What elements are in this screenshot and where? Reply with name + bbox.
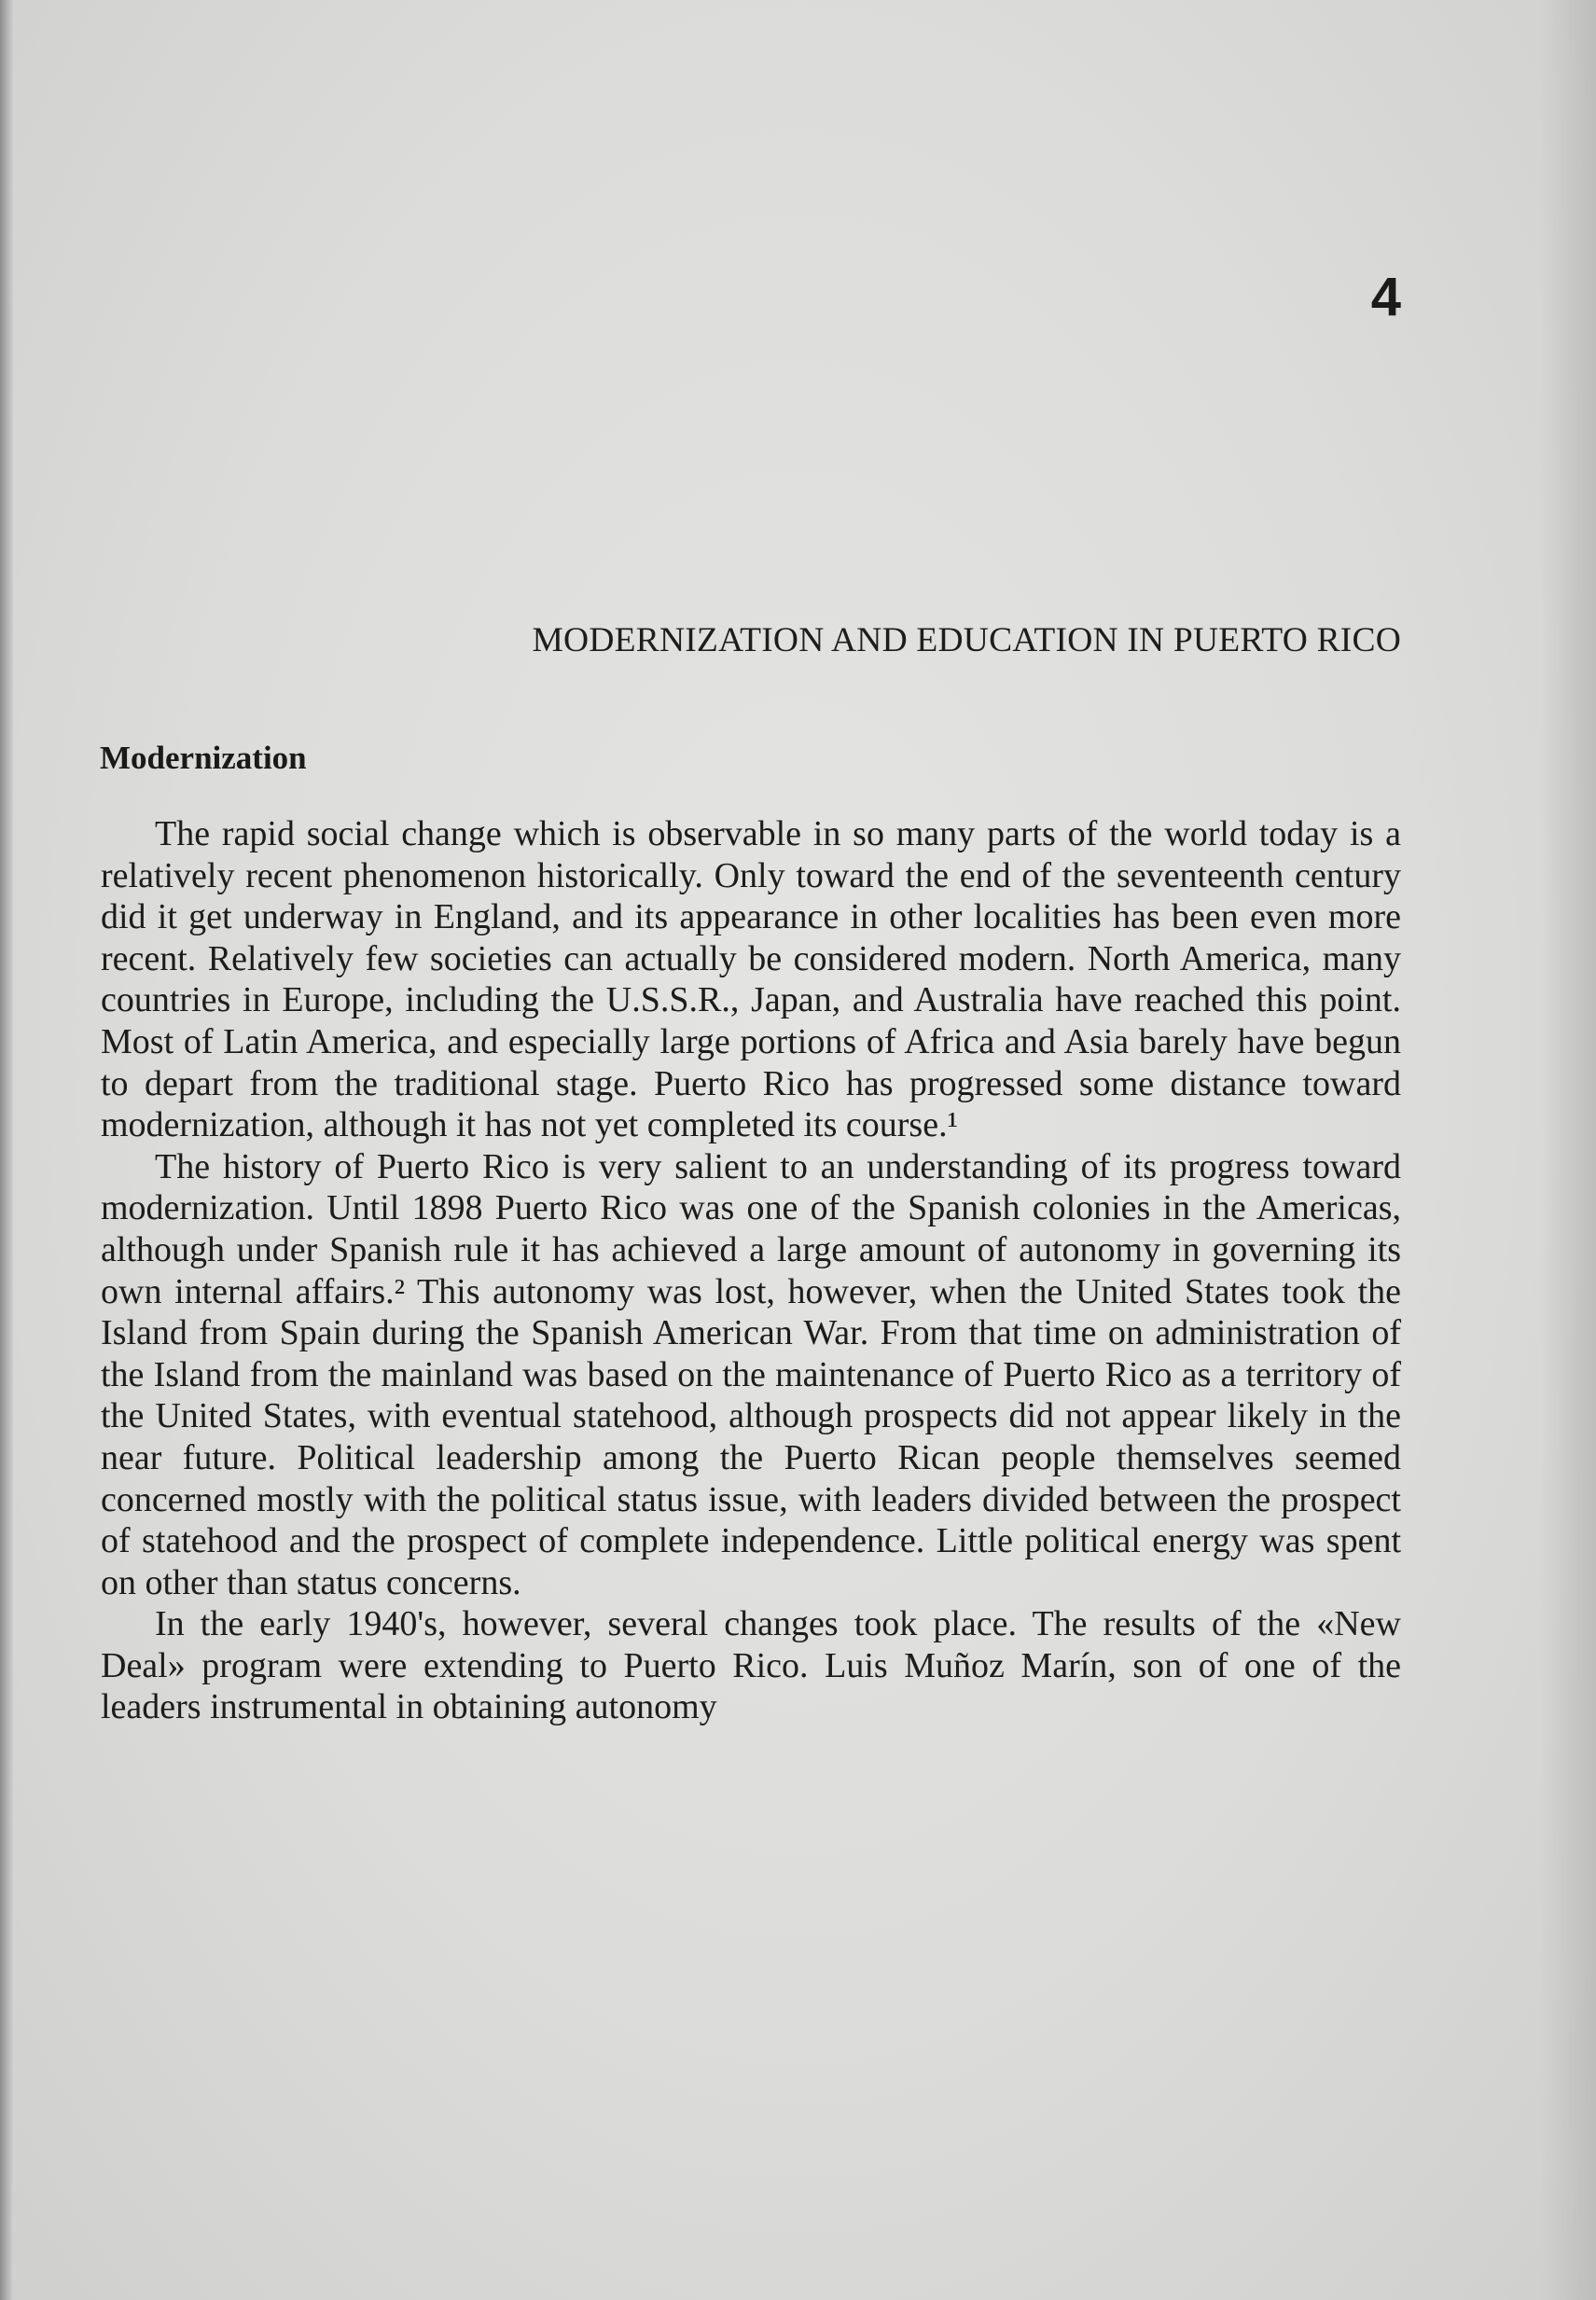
body-text — [101, 813, 1401, 1728]
page-binding-shadow — [0, 0, 13, 2300]
paragraph-1: The rapid social change which is observable in so many parts of the world today is a relatively recent phenomenon historically. Only toward the end of the seventeenth century did it get underway in England, and its appearance in other localities has been even more recent. Relatively few societies can actually be considered modern. North America, many countries in Europe, including the U.S.S.R., Japan, and Australia have reached this point. Most of Latin America, and especially large portions of Africa and Asia barely have begun to depart from the traditional stage. Puerto Rico has progressed some distance toward modernization, although it has not yet completed its course.¹ — [101, 814, 1401, 1145]
section-heading: Modernization — [100, 740, 307, 776]
chapter-title: MODERNIZATION AND EDUCATION IN PUERTO RICO — [532, 621, 1401, 659]
page-edge-shadow — [1540, 0, 1596, 2300]
paragraph-2: The history of Puerto Rico is very salient to an understanding of its progress toward modernization. Until 1898 Puerto Rico was one of the Spanish colonies in the Americas, although under Spanish rule it has achieved a large amount of autonomy in governing its own internal affairs.² This autonomy was lost, however, when the United States took the Island from Spain during the Spanish American War. From that time on administration of the Island from the mainland was based on the maintenance of Puerto Rico as a territory of the United States, with eventual statehood, although prospects did not appear likely in the near future. Political leadership among the Puerto Rican people themselves seemed concerned mostly with the political status issue, with leaders divided between the prospect of statehood and the prospect of complete independence. Little political energy was spent on other than status concerns. — [101, 1146, 1401, 1602]
paragraph-3: In the early 1940's, however, several changes took place. The results of the «New Deal» program were extending to Puerto Rico. Luis Muñoz Marín, son of one of the leaders instrumental in obtaining autonomy — [101, 1604, 1401, 1727]
chapter-number: 4 — [1370, 267, 1401, 327]
